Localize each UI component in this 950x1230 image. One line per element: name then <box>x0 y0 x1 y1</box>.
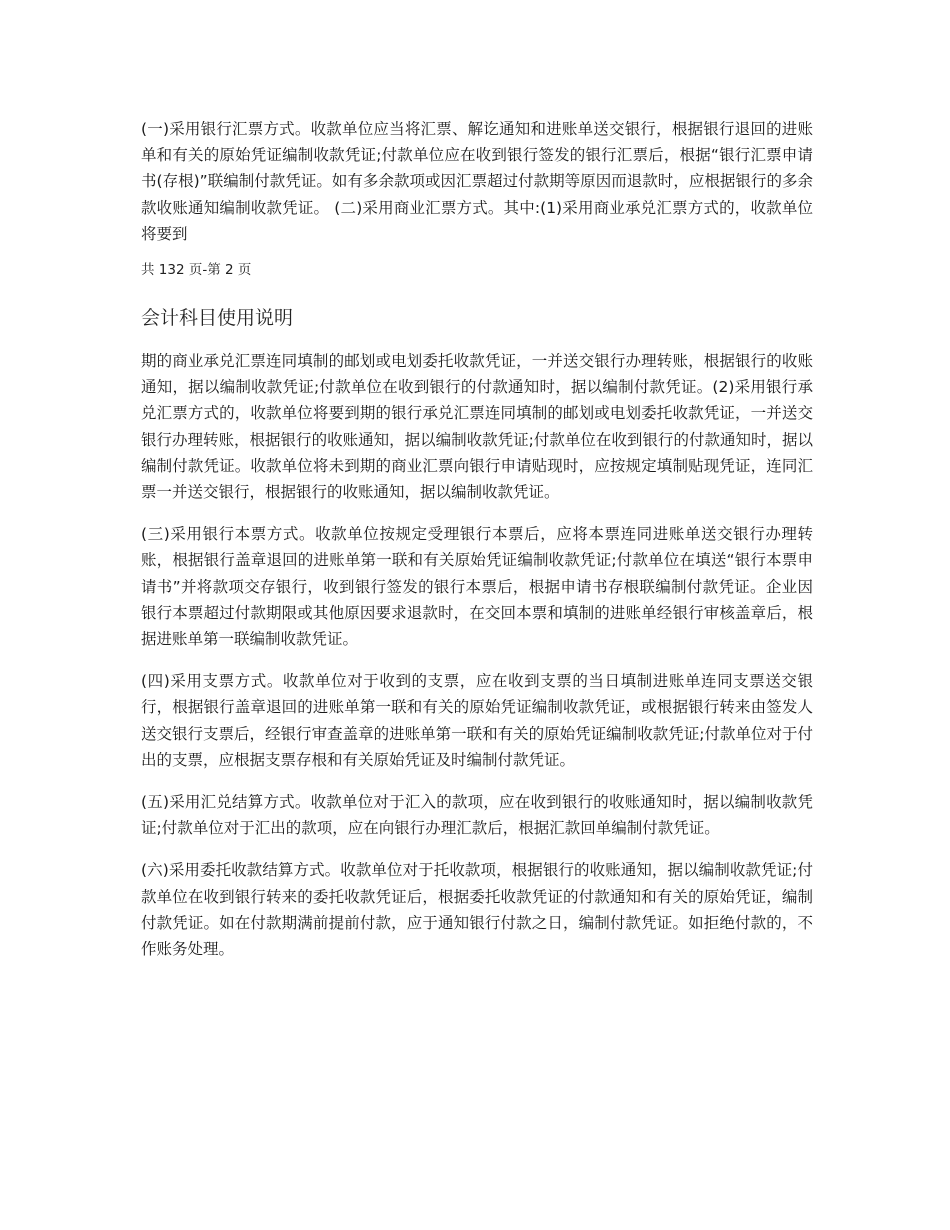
section-title: 会计科目使用说明 <box>141 307 294 330</box>
paragraph-collection: (六)采用委托收款结算方式。收款单位对于托收款项，根据银行的收账通知，据以编制收款凭证;付款单位在收到银行转来的委托收款凭证后，根据委托收款凭证的付款通知和有关的原始凭证，编制付款凭证。如在付款期满前提前付款，应于通知银行付款之日，编制付款凭证。如拒绝付款的，不作账务处理。 <box>141 861 813 959</box>
document-page <box>141 116 813 962</box>
paragraph-cashier-check: (三)采用银行本票方式。收款单位按规定受理银行本票后，应将本票连同进账单送交银行办理转账，根据银行盖章退回的进账单第一联和有关原始凭证编制收款凭证;付款单位在填送“银行本票申请书”并将款项交存银行，收到银行签发的银行本票后，根据申请书存根联编制付款凭证。企业因银行本票超过付款期限或其他原因要求退款时，在交回本票和填制的进账单经银行审核盖章后，根据进账单第一联编制收款凭证。 <box>141 525 813 649</box>
paragraph-bank-draft: (一)采用银行汇票方式。收款单位应当将汇票、解讫通知和进账单送交银行，根据银行退回的进账单和有关的原始凭证编制收款凭证;付款单位应在收到银行签发的银行汇票后，根据“银行汇票申请书(存根)”联编制付款凭证。如有多余款项或因汇票超过付款期等原因而退款时，应根据银行的多余款收账通知编制收款凭证。 (二)采用商业汇票方式。其中:(1)采用商业承兑汇票方式的，收款单位将要到 <box>141 120 813 243</box>
paragraph-remittance: (五)采用汇兑结算方式。收款单位对于汇入的款项，应在收到银行的收账通知时，据以编制收款凭证;付款单位对于汇出的款项，应在向银行办理汇款后，根据汇款回单编制付款凭证。 <box>141 793 813 838</box>
paragraph-commercial-draft: 期的商业承兑汇票连同填制的邮划或电划委托收款凭证，一并送交银行办理转账，根据银行的收账通知，据以编制收款凭证;付款单位在收到银行的付款通知时，据以编制付款凭证。(2)采用银行承兑汇票方式的，收款单位将要到期的银行承兑汇票连同填制的邮划或电划委托收款凭证，一并送交银行办理转账，根据银行的收账通知，据以编制收款凭证;付款单位在收到银行的付款通知时，据以编制付款凭证。收款单位将未到期的商业汇票向银行申请贴现时，应按规定填制贴现凭证，连同汇票一并送交银行，根据银行的收账通知，据以编制收款凭证。 <box>141 352 813 502</box>
paragraph-check: (四)采用支票方式。收款单位对于收到的支票，应在收到支票的当日填制进账单连同支票送交银行，根据银行盖章退回的进账单第一联和有关的原始凭证编制收款凭证，或根据银行转来由签发人送交银行支票后，经银行审查盖章的进账单第一联和有关的原始凭证编制收款凭证;付款单位对于付出的支票，应根据支票存根和有关原始凭证及时编制付款凭证。 <box>141 672 813 769</box>
page-indicator: 共 132 页-第 2 页 <box>141 262 252 279</box>
